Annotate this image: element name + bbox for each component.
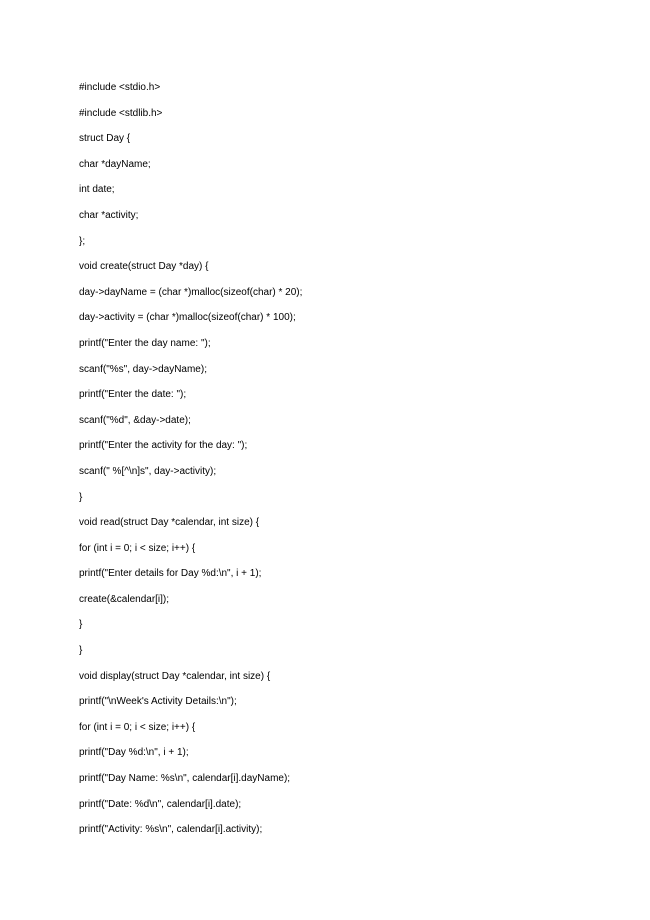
code-line: printf("Enter details for Day %d:\n", i + 1);: [79, 568, 262, 580]
code-line: struct Day {: [79, 133, 131, 145]
code-line: printf("Activity: %s\n", calendar[i].activity);: [79, 824, 263, 836]
code-line: printf("Enter the activity for the day: ");: [79, 440, 248, 452]
code-line: create(&calendar[i]);: [79, 593, 170, 605]
code-line: day->activity = (char *)malloc(sizeof(char) * 100);: [79, 312, 296, 324]
code-line: printf("Day %d:\n", i + 1);: [79, 747, 189, 759]
code-line: #include <stdlib.h>: [79, 107, 163, 119]
code-line: void create(struct Day *day) {: [79, 261, 209, 273]
code-line: int date;: [79, 184, 115, 196]
code-line: }: [79, 491, 83, 503]
code-line: day->dayName = (char *)malloc(sizeof(char) * 20);: [79, 286, 303, 298]
code-line: printf("Enter the day name: ");: [79, 337, 211, 349]
code-listing: [79, 79, 302, 847]
code-line: void display(struct Day *calendar, int size) {: [79, 670, 271, 682]
code-line: char *activity;: [79, 209, 139, 221]
code-line: for (int i = 0; i < size; i++) {: [79, 542, 196, 554]
code-line: scanf("%d", &day->date);: [79, 414, 191, 426]
code-line: printf("\nWeek's Activity Details:\n");: [79, 696, 237, 708]
code-line: printf("Date: %d\n", calendar[i].date);: [79, 798, 242, 810]
code-line: printf("Enter the date: ");: [79, 389, 187, 401]
code-line: }: [79, 619, 83, 631]
code-line: scanf(" %[^\n]s", day->activity);: [79, 465, 217, 477]
code-line: }: [79, 645, 83, 657]
code-line: char *dayName;: [79, 158, 151, 170]
code-line: printf("Day Name: %s\n", calendar[i].dayName);: [79, 773, 291, 785]
code-line: void read(struct Day *calendar, int size) {: [79, 517, 260, 529]
code-line: };: [79, 235, 86, 247]
code-line: #include <stdio.h>: [79, 82, 161, 93]
code-line: scanf("%s", day->dayName);: [79, 363, 207, 375]
code-line: for (int i = 0; i < size; i++) {: [79, 721, 196, 733]
